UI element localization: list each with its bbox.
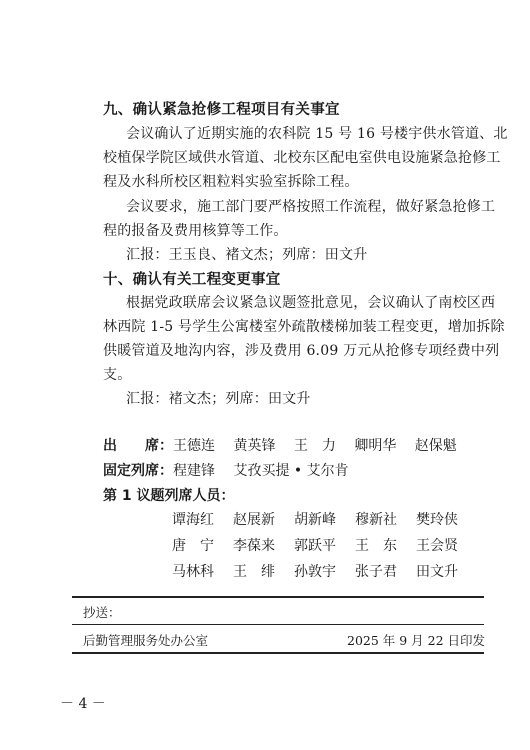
attendee-name: 张子君 [355,564,397,580]
section-10-report: 汇报：褚文杰；列席：田文升 [126,391,311,407]
attendance-fixed-names: 程建锋 艾孜买提 • 艾尔肯 [173,463,349,479]
section-10-para-1-line-2: 林西院 1-5 号学生公寓楼室外疏散楼梯加装工程变更，增加拆除 [103,319,505,335]
footer-bottom-rule [72,652,484,654]
attendee-name: 郭跃平 [294,538,336,554]
section-9-para-1-line-1: 会议确认了近期实施的农科院 15 号 16 号楼宇供水管道、北 [126,126,508,142]
attendee-name: 穆新社 [355,512,397,528]
footer-issue-date: 2025 年 9 月 22 日印发 [347,633,486,648]
section-9-para-1-line-2: 校植保学院区域供水管道、北校东区配电室供电设施紧急抢修工 [103,150,501,166]
attendee-name: 李葆来 [233,538,275,554]
section-9-heading: 九、确认紧急抢修工程项目有关事宜 [103,102,340,118]
attendee-name: 王 绯 [233,564,275,580]
attendee-name: 赵展新 [233,512,275,528]
attendance-item1-names [172,507,477,585]
page-number: － 4 － [60,696,106,712]
section-9-para-1-line-3: 程及水科所校区粗粒料实验室拆除工程。 [103,174,359,190]
section-10-para-1-line-4: 支。 [103,367,132,383]
section-10-para-1-line-3: 供暖管道及地沟内容，涉及费用 6.09 万元从抢修专项经费中列 [103,343,500,359]
footer-middle-rule [72,624,484,625]
footer-top-rule [72,596,484,598]
section-9-para-2-line-2: 程的报备及费用核算等工作。 [103,223,288,239]
attendee-name: 孙敦宇 [294,564,336,580]
attendance-present-names: 王德连 黄英锋 王 力 卿明华 赵保魁 [173,438,457,454]
footer-office: 后勤管理服务处办公室 [83,633,209,648]
attendance-present-label: 出 席： [103,438,173,454]
attendance-item1-label: 第 1 议题列席人员： [103,488,235,504]
attendance-present-row [103,435,457,455]
section-10-para-1-line-1: 根据党政联席会议紧急议题签批意见，会议确认了南校区西 [126,295,496,311]
footer-cc-label: 抄送： [83,605,121,620]
attendance-fixed-row [103,460,349,480]
attendee-name: 王会贤 [416,538,458,554]
attendance-item1-row [103,485,235,505]
section-9-para-2-line-1: 会议要求，施工部门要严格按照工作流程，做好紧急抢修工 [126,199,496,215]
attendee-name: 樊玲侠 [416,512,458,528]
section-10-heading: 十、确认有关工程变更事宜 [103,272,281,288]
attendance-fixed-label: 固定列席： [103,463,173,479]
attendee-name: 谭海红 [172,512,214,528]
attendee-name: 唐 宁 [172,538,214,554]
attendee-name: 马林科 [172,564,214,580]
section-9-report: 汇报：王玉良、褚文杰；列席：田文升 [126,247,368,263]
attendee-name: 胡新峰 [294,512,336,528]
attendee-name: 王 东 [355,538,397,554]
attendee-name: 田文升 [416,564,458,580]
